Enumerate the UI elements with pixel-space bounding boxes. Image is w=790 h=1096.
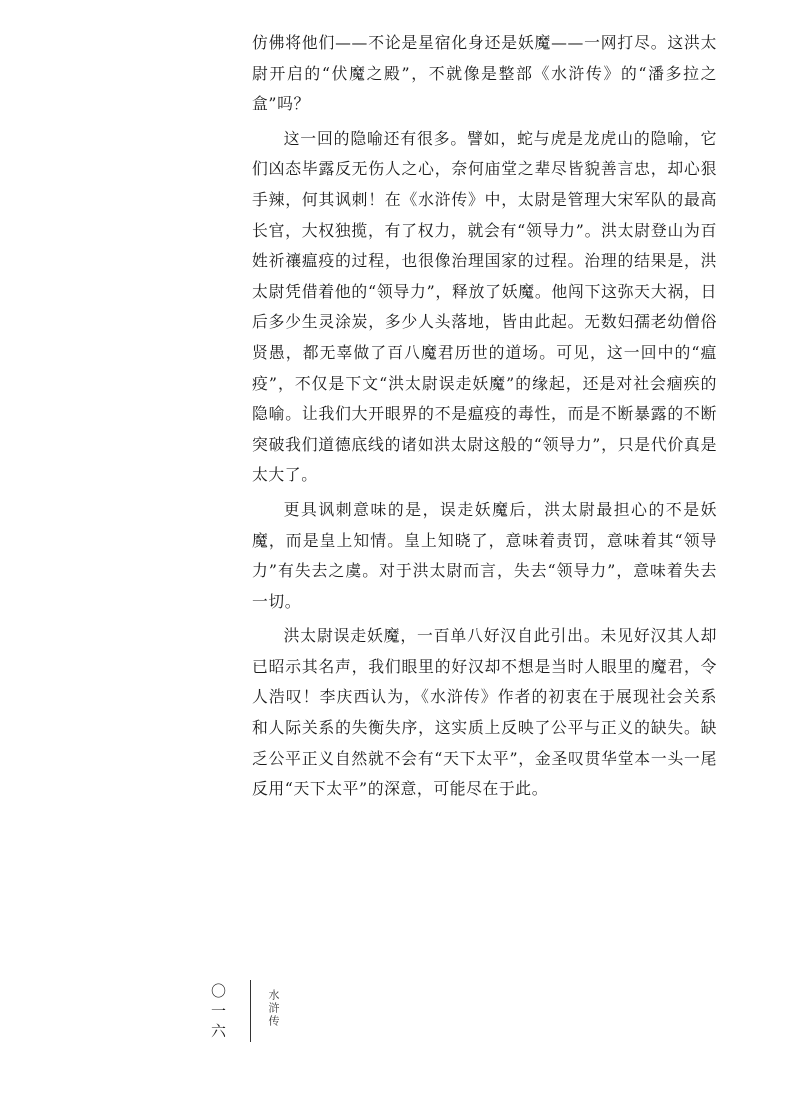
paragraph: 洪太尉误走妖魔，一百单八好汉自此引出。未见好汉其人却已昭示其名声，我们眼里的好汉却不想是当时人眼里的魔君，令人浩叹！李庆西认为，《水浒传》作者的初衷在于展现社会关系和人际关系的失衡失序，这实质上反映了公平与正义的缺失。缺乏公平正义自然就不会有“天下太平”，金圣叹贯华堂本一头一尾反用“天下太平”的深意，可能尽在于此。	[252, 626, 717, 799]
paragraph: 这一回的隐喻还有很多。譬如，蛇与虎是龙虎山的隐喻，它们凶态毕露反无伤人之心，奈何庙堂之辈尽皆貌善言忠，却心狠手辣，何其讽刺！在《水浒传》中，太尉是管理大宋军队的最高长官，大权独揽，有了权力，就会有“领导力”。洪太尉登山为百姓祈禳瘟疫的过程，也很像治理国家的过程。治理的结果是，洪太尉凭借着他的“领导力”，释放了妖魔。他闯下这弥天大祸，日后多少生灵涂炭，多少人头落地，皆由此起。无数妇孺老幼僧俗贤愚，都无辜做了百八魔君历世的道场。可见，这一回中的“瘟疫”，不仅是下文“洪太尉误走妖魔”的缘起，还是对社会痼疾的隐喻。让我们大开眼界的不是瘟疫的毒性，而是不断暴露的不断突破我们道德底线的诸如洪太尉这般的“领导力”，只是代价真是太大了。	[252, 128, 717, 485]
running-title: 水浒传	[267, 989, 280, 1028]
page-number: 〇一六	[209, 983, 227, 1043]
paragraph: 仿佛将他们——不论是星宿化身还是妖魔——一网打尽。这洪太尉开启的“伏魔之殿”，不就像是整部《水浒传》的“潘多拉之盒”吗？	[252, 33, 717, 114]
footer-divider	[250, 980, 251, 1042]
main-text	[252, 28, 717, 805]
paragraph: 更具讽刺意味的是，误走妖魔后，洪太尉最担心的不是妖魔，而是皇上知情。皇上知晓了，意味着责罚，意味着其“领导力”有失去之虞。对于洪太尉而言，失去“领导力”，意味着失去一切。	[252, 499, 717, 611]
